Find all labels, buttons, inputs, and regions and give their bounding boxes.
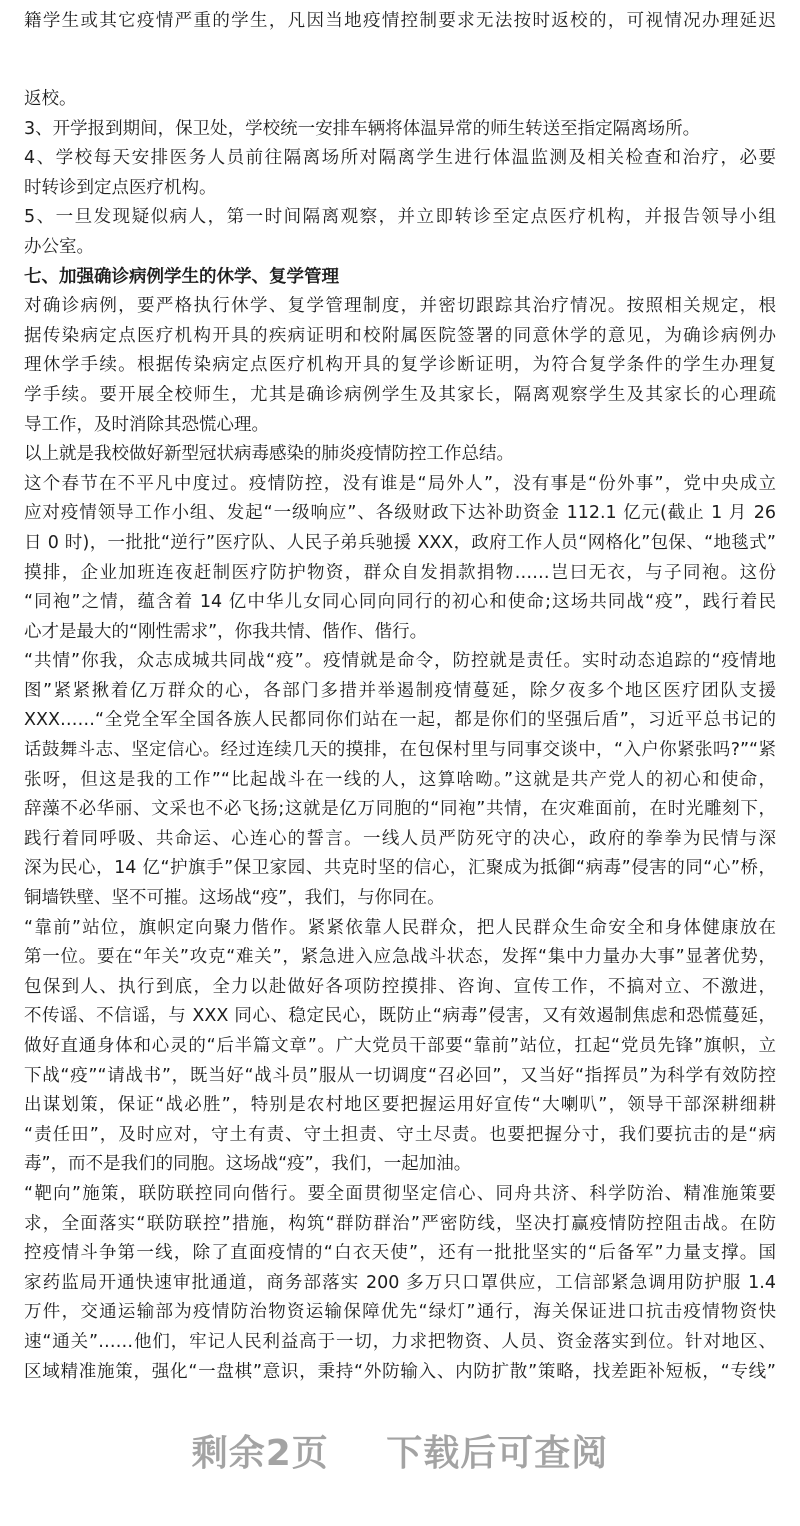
text-line: 区域精准施策，强化“一盘棋”意识，秉持“外防输入、内防扩散”策略，找差距补短板，“专线” (24, 1361, 776, 1382)
text-line: 张呀，但这是我的工作”“比起战斗在一线的人，这算啥呦。”这就是共产党人的初心和使命， (24, 769, 776, 790)
text-line: 第一位。要在“年关”攻克“难关”，紧急进入应急战斗状态，发挥“集中力量办大事”显著优势， (24, 947, 776, 968)
text-line: 理休学手续。根据传染病定点医疗机构开具的复学诊断证明，为符合复学条件的学生办理复 (24, 355, 776, 376)
text-line: “靠前”站位，旗帜定向聚力偕作。紧紧依靠人民群众，把人民群众生命安全和身体健康放在 (24, 917, 776, 938)
text-line: 控疫情斗争第一线，除了直面疫情的“白衣天使”，还有一批批坚实的“后备军”力量支撑。国 (24, 1243, 776, 1264)
text-line: 这个春节在不平凡中度过。疫情防控，没有谁是“局外人”，没有事是“份外事”，党中央成立 (24, 473, 776, 494)
download-to-view-label[interactable]: 下载后可查阅 (386, 1433, 609, 1474)
text-line: “靶向”施策，联防联控同向偕行。要全面贯彻坚定信心、同舟共济、科学防治、精准施策要 (24, 1183, 776, 1204)
text-line: 4、学校每天安排医务人员前往隔离场所对隔离学生进行体温监测及相关检查和治疗，必要 (24, 148, 776, 169)
section-heading: 七、加强确诊病例学生的休学、复学管理 (24, 266, 339, 287)
text-line: 话鼓舞斗志、坚定信心。经过连续几天的摸排，在包保村里与同事交谈中，“入户你紧张吗?”“紧 (24, 740, 776, 761)
text-line: 时转诊到定点医疗机构。 (24, 177, 217, 198)
text-line: 图”紧紧揪着亿万群众的心，各部门多措并举遏制疫情蔓延，除夕夜多个地区医疗团队支援 (24, 680, 776, 701)
text-line: 返校。 (24, 89, 77, 109)
text-line: 应对疫情领导工作小组、发起“一级响应”、各级财政下达补助资金 112.1 亿元(截止 1 月 26 (24, 503, 776, 524)
text-line: 摸排，企业加班连夜赶制医疗防护物资，群众自发捐款捐物……岂曰无衣，与子同袍。这份 (24, 562, 776, 583)
download-prompt[interactable] (0, 1425, 800, 1476)
document-text-top (24, 0, 776, 36)
text-line: 家药监局开通快速审批通道，商务部落实 200 多万只口罩供应，工信部紧急调用防护服 1.4 (24, 1272, 776, 1293)
text-line: 办公室。 (24, 236, 94, 257)
text-line: 做好直通身体和心灵的“后半篇文章”。广大党员干部要“靠前”站位，扛起“党员先锋”旗帜，立 (24, 1036, 776, 1056)
text-line: 5、一旦发现疑似病人，第一时间隔离观察，并立即转诊至定点医疗机构，并报告领导小组 (24, 207, 776, 228)
text-line: 日 0 时)，一批批“逆行”医疗队、人民子弟兵驰援 XXX，政府工作人员“网格化”包保、“地毯式” (24, 532, 776, 553)
text-line: “同袍”之情，蕴含着 14 亿中华儿女同心同向同行的初心和使命;这场共同战“疫”，践行着民 (24, 592, 776, 613)
text-line: 毒”，而不是我们的同胞。这场战“疫”，我们，一起加油。 (24, 1154, 472, 1175)
text-line: 速“通关”……他们，牢记人民利益高于一切，力求把物资、人员、资金落实到位。针对地区、 (24, 1331, 776, 1352)
text-line: 导工作，及时消除其恐慌心理。 (24, 414, 269, 435)
text-line: 学手续。要开展全校师生，尤其是确诊病例学生及其家长，隔离观察学生及其家长的心理疏 (24, 384, 776, 405)
text-line: 据传染病定点医疗机构开具的疾病证明和校附属医院签署的同意休学的意见，为确诊病例办 (24, 325, 776, 346)
text-line: 铜墙铁壁、坚不可摧。这场战“疫”，我们，与你同在。 (24, 888, 445, 909)
text-line: “共情”你我，众志成城共同战“疫”。疫情就是命令，防控就是责任。实时动态追踪的“疫情地 (24, 651, 776, 672)
text-line: 3、开学报到期间，保卫处，学校统一安排车辆将体温异常的师生转送至指定隔离场所。 (24, 118, 701, 139)
text-line: 下战“疫”“请战书”，既当好“战斗员”服从一切调度“召必回”，又当好“指挥员”为科学有效防控 (24, 1065, 776, 1086)
document-text-body (24, 85, 776, 1387)
text-line: 深为民心，14 亿“护旗手”保卫家园、共克时坚的信心，汇聚成为抵御“病毒”侵害的同“心”桥， (24, 858, 776, 879)
text-line: 心才是最大的“刚性需求”，你我共情、偕作、偕行。 (24, 621, 428, 642)
text-line: 践行着同呼吸、共命运、心连心的誓言。一线人员严防死守的决心，政府的拳拳为民情与深 (24, 828, 776, 849)
text-line: “责任田”，及时应对，守土有责、守土担责、守土尽责。也要把握分寸，我们要抗击的是“病 (24, 1124, 776, 1145)
text-line: 万件，交通运输部为疫情防治物资运输保障优先“绿灯”通行，海关保证进口抗击疫情物资快 (24, 1302, 776, 1323)
text-line: 出谋划策，保证“战必胜”，特别是农村地区要把握运用好宣传“大喇叭”，领导干部深耕细耕 (24, 1095, 776, 1116)
remaining-pages-label[interactable]: 剩余2页 (191, 1433, 329, 1474)
text-line: 包保到人、执行到底，全力以赴做好各项防控摸排、咨询、宣传工作，不搞对立、不激进， (24, 976, 776, 997)
text-line: 求，全面落实“联防联控”措施，构筑“群防群治”严密防线，坚决打赢疫情防控阻击战。在防 (24, 1213, 776, 1234)
text-line: 籍学生或其它疫情严重的学生，凡因当地疫情控制要求无法按时返校的，可视情况办理延迟 (24, 10, 776, 31)
text-line: XXX……“全党全军全国各族人民都同你们站在一起，都是你们的坚强后盾”，习近平总书记的 (24, 710, 776, 731)
text-line (24, 0, 776, 7)
text-line: 对确诊病例，要严格执行休学、复学管理制度，并密切跟踪其治疗情况。按照相关规定，根 (24, 296, 776, 317)
text-line: 辞藻不必华丽、文采也不必飞扬;这就是亿万同胞的“同袍”共情，在灾难面前，在时光雕刻下， (24, 799, 776, 820)
text-line: 不传谣、不信谣，与 XXX 同心、稳定民心，既防止“病毒”侵害，又有效遏制焦虑和恐慌蔓延， (24, 1006, 776, 1027)
text-line: 以上就是我校做好新型冠状病毒感染的肺炎疫情防控工作总结。 (24, 444, 514, 465)
